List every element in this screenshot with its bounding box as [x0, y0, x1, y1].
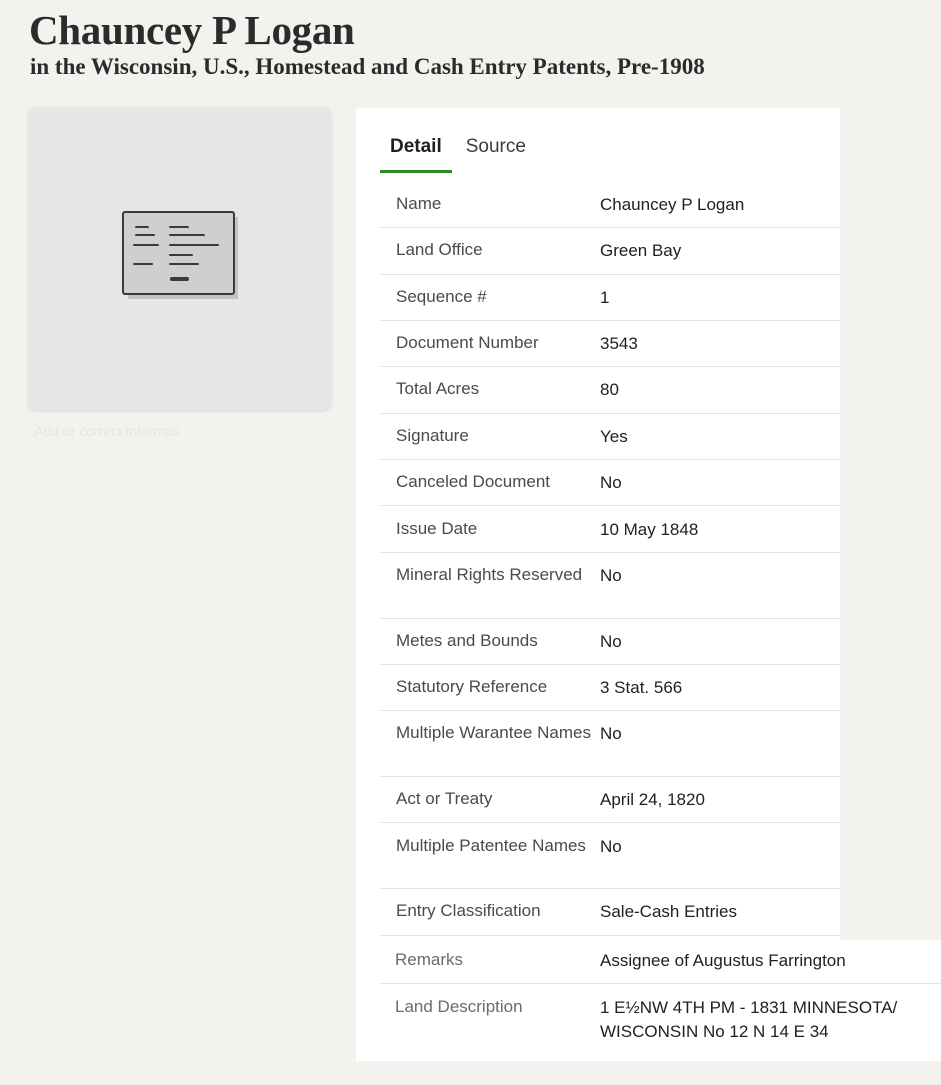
- row-label: Remarks: [395, 950, 464, 969]
- tab-detail[interactable]: Detail: [380, 132, 452, 173]
- row-value: Assignee of Augustus Farrington: [600, 951, 846, 970]
- row-label: Metes and Bounds: [396, 631, 538, 650]
- row-value: 1: [600, 288, 610, 307]
- table-row: [380, 889, 840, 936]
- table-row: [380, 777, 840, 823]
- table-row: [380, 711, 840, 777]
- table-row: [380, 275, 840, 321]
- row-label: Document Number: [396, 333, 539, 352]
- row-label: Multiple Patentee Names: [396, 836, 586, 855]
- row-value: 10 May 1848: [600, 520, 699, 539]
- row-value: 80: [600, 380, 619, 399]
- tab-source[interactable]: Source: [465, 136, 526, 157]
- collection-subtitle: in the Wisconsin, U.S., Homestead and Cash Entry Patents, Pre-1908: [30, 54, 705, 79]
- tab-bar: [380, 132, 536, 170]
- row-label: Name: [396, 194, 442, 213]
- table-row: [380, 936, 941, 984]
- row-label: Sequence #: [396, 287, 487, 306]
- row-label: Land Office: [396, 240, 483, 259]
- row-value: No: [600, 566, 622, 585]
- table-row: [380, 619, 840, 665]
- row-label: Total Acres: [396, 379, 480, 398]
- table-row: [380, 665, 840, 711]
- row-value: Yes: [600, 427, 628, 446]
- table-row: [380, 984, 941, 1057]
- page-title: Chauncey P Logan: [29, 7, 355, 53]
- row-label: Mineral Rights Reserved: [396, 565, 583, 584]
- detail-table: [380, 181, 941, 1057]
- add-correct-info-link[interactable]: Add or correct informati: [34, 423, 180, 439]
- row-label: Act or Treaty: [396, 789, 493, 808]
- table-row: [380, 553, 840, 619]
- document-icon: [122, 211, 242, 307]
- row-value: 3 Stat. 566: [600, 678, 683, 697]
- row-label: Statutory Reference: [396, 677, 548, 696]
- row-value: 1 E½NW 4TH PM - 1831 MINNESOTA/ WISCONSIN No 12 N 14 E 34: [600, 998, 898, 1041]
- record-image-thumbnail[interactable]: [28, 107, 331, 410]
- row-value: Sale-Cash Entries: [600, 902, 738, 921]
- row-value: April 24, 1820: [600, 790, 705, 809]
- table-row: [380, 460, 840, 506]
- row-label: Issue Date: [396, 519, 478, 538]
- table-row: [380, 414, 840, 460]
- row-label: Multiple Warantee Names: [396, 723, 591, 742]
- table-row: [380, 823, 840, 889]
- table-row: [380, 321, 840, 367]
- row-label: Signature: [396, 426, 469, 445]
- row-value: No: [600, 837, 622, 856]
- row-label: Entry Classification: [396, 901, 541, 920]
- row-value: No: [600, 473, 622, 492]
- table-row: [380, 181, 840, 228]
- row-value: No: [600, 724, 622, 743]
- table-row: [380, 367, 840, 414]
- row-value: Green Bay: [600, 241, 682, 260]
- table-row: [380, 228, 840, 275]
- table-row: [380, 506, 840, 553]
- row-label: Canceled Document: [396, 472, 551, 491]
- row-value: 3543: [600, 334, 638, 353]
- row-label: Land Description: [395, 997, 523, 1016]
- row-value: No: [600, 632, 622, 651]
- row-value: Chauncey P Logan: [600, 195, 745, 214]
